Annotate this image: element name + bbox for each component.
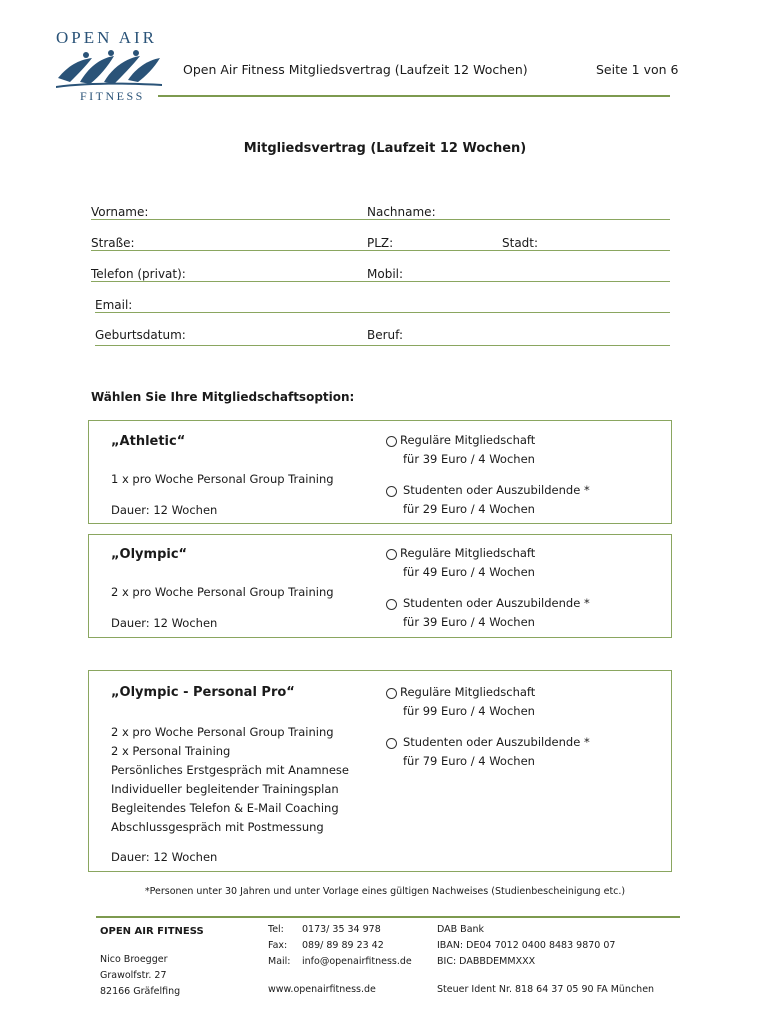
regular-label: Reguläre Mitgliedschaft [400, 433, 536, 447]
radio-student[interactable] [386, 599, 397, 610]
beruf-field[interactable] [367, 345, 670, 346]
page-number: Seite 1 von 6 [596, 62, 679, 77]
option-duration: Dauer: 12 Wochen [111, 850, 218, 864]
footer-city: 82166 Gräfelfing [100, 986, 181, 997]
logo-bottom-text: FITNESS [80, 89, 145, 103]
footer-mail-link[interactable]: info@openairfitness.de [302, 956, 412, 967]
option-feature: 2 x pro Woche Personal Group Training [111, 585, 334, 599]
nachname-field[interactable] [367, 219, 670, 220]
vorname-label: Vorname: [91, 205, 149, 219]
regular-label: Reguläre Mitgliedschaft [400, 685, 536, 699]
footer-fax: 089/ 89 89 23 42 [302, 940, 384, 951]
radio-regular[interactable] [386, 436, 397, 447]
document-title: Mitgliedsvertrag (Laufzeit 12 Wochen) [243, 141, 527, 156]
footer-tel: 0173/ 35 34 978 [302, 924, 381, 935]
option-title: „Olympic“ [111, 547, 188, 562]
option-feature: Individueller begleitender Trainingsplan [111, 782, 339, 796]
option-box-personal-pro [88, 670, 672, 872]
section-heading: Wählen Sie Ihre Mitgliedschaftsoption: [91, 390, 355, 404]
option-feature: 2 x Personal Training [111, 744, 231, 758]
option-box-athletic [88, 420, 672, 524]
logo-top-text: OPEN AIR [56, 28, 157, 47]
footer-name: Nico Broegger [100, 954, 168, 965]
footer-bank: DAB Bank [437, 924, 485, 935]
footnote: *Personen unter 30 Jahren und unter Vorlage eines gültigen Nachweises (Studienbescheinigung etc.) [144, 886, 626, 897]
header-title: Open Air Fitness Mitgliedsvertrag (Laufzeit 12 Wochen) [183, 62, 528, 77]
footer-bic: BIC: DABBDEMMXXX [437, 956, 536, 967]
radio-student[interactable] [386, 738, 397, 749]
regular-price: für 39 Euro / 4 Wochen [403, 452, 535, 466]
footer-iban: IBAN: DE04 7012 0400 8483 9870 07 [437, 940, 616, 951]
student-price: für 29 Euro / 4 Wochen [403, 502, 535, 516]
option-duration: Dauer: 12 Wochen [111, 503, 218, 517]
telefon-label: Telefon (privat): [91, 267, 186, 281]
beruf-label: Beruf: [367, 328, 403, 342]
radio-regular[interactable] [386, 688, 397, 699]
footer-divider [96, 916, 680, 918]
footer-company: OPEN AIR FITNESS [100, 926, 204, 937]
regular-price: für 99 Euro / 4 Wochen [403, 704, 535, 718]
email-field[interactable] [95, 312, 670, 313]
footer-fax-label: Fax: [268, 940, 288, 951]
nachname-label: Nachname: [367, 205, 436, 219]
strasse-label: Straße: [91, 236, 135, 250]
footer-tax-id: Steuer Ident Nr. 818 64 37 05 90 FA München [437, 984, 655, 995]
plz-label: PLZ: [367, 236, 394, 250]
footer-tel-label: Tel: [268, 924, 284, 935]
geburtsdatum-label: Geburtsdatum: [95, 328, 186, 342]
footer-web-link[interactable]: www.openairfitness.de [268, 984, 376, 995]
option-feature: Abschlussgespräch mit Postmessung [111, 820, 324, 834]
regular-label: Reguläre Mitgliedschaft [400, 546, 536, 560]
option-title: „Olympic - Personal Pro“ [111, 685, 295, 700]
student-label: Studenten oder Auszubildende * [403, 483, 590, 497]
radio-regular[interactable] [386, 549, 397, 560]
stadt-field[interactable] [502, 250, 670, 251]
option-feature: 2 x pro Woche Personal Group Training [111, 725, 334, 739]
footer-street: Grawolfstr. 27 [100, 970, 167, 981]
header-divider [158, 95, 670, 97]
option-title: „Athletic“ [111, 434, 186, 449]
strasse-field[interactable] [91, 250, 367, 251]
option-feature: Begleitendes Telefon & E-Mail Coaching [111, 801, 339, 815]
runners-logo-icon [56, 48, 162, 90]
student-label: Studenten oder Auszubildende * [403, 596, 590, 610]
footer-mail-label: Mail: [268, 956, 291, 967]
geburtsdatum-field[interactable] [95, 345, 367, 346]
option-feature: Persönliches Erstgespräch mit Anamnese [111, 763, 349, 777]
regular-price: für 49 Euro / 4 Wochen [403, 565, 535, 579]
email-label: Email: [95, 298, 133, 312]
plz-field[interactable] [367, 250, 502, 251]
mobil-label: Mobil: [367, 267, 404, 281]
student-label: Studenten oder Auszubildende * [403, 735, 590, 749]
option-duration: Dauer: 12 Wochen [111, 616, 218, 630]
option-box-olympic [88, 534, 672, 638]
stadt-label: Stadt: [502, 236, 539, 250]
option-feature: 1 x pro Woche Personal Group Training [111, 472, 334, 486]
vorname-field[interactable] [91, 219, 367, 220]
telefon-field[interactable] [91, 281, 367, 282]
student-price: für 79 Euro / 4 Wochen [403, 754, 535, 768]
mobil-field[interactable] [367, 281, 670, 282]
radio-student[interactable] [386, 486, 397, 497]
student-price: für 39 Euro / 4 Wochen [403, 615, 535, 629]
